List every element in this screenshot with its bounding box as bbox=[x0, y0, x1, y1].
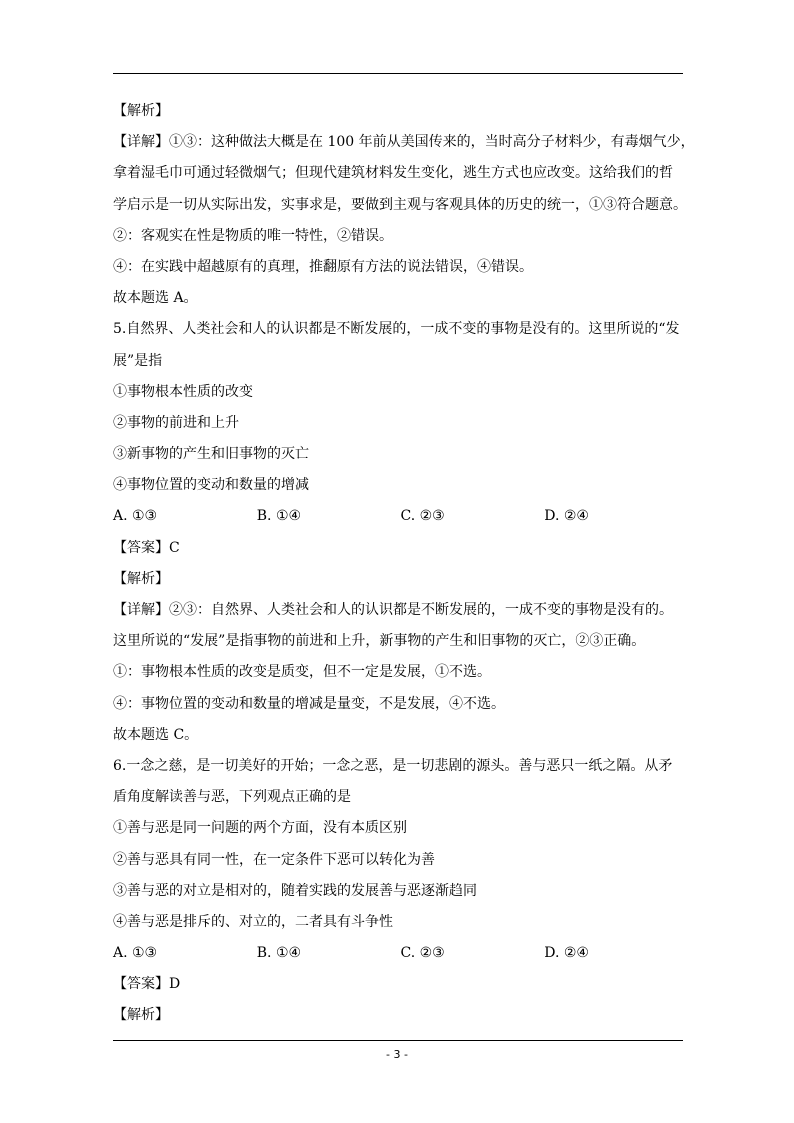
header-rule bbox=[113, 73, 683, 74]
detail-line: 【详解】②③：自然界、人类社会和人的认识都是不断发展的，一成不变的事物是没有的。 bbox=[113, 602, 673, 618]
detail-line: 拿着湿毛巾可通过轻微烟气；但现代建筑材料发生变化，逃生方式也应改变。这给我们的哲 bbox=[113, 165, 673, 182]
option-a: A. ①③ bbox=[113, 508, 158, 525]
question-5-item: ①事物根本性质的改变 bbox=[113, 383, 253, 400]
question-6-item: ④善与恶是排斥的、对立的，二者具有斗争性 bbox=[113, 913, 393, 930]
document-body bbox=[113, 96, 695, 1032]
point-1: ①：事物根本性质的改变是质变，但不一定是发展，①不选。 bbox=[113, 664, 491, 681]
question-5-answer: 【答案】C bbox=[113, 539, 180, 556]
option-d: D. ②④ bbox=[544, 945, 589, 962]
point-2: ②：客观实在性是物质的唯一特性，②错误。 bbox=[113, 227, 393, 244]
conclusion: 故本题选 A。 bbox=[113, 290, 198, 307]
conclusion: 故本题选 C。 bbox=[113, 726, 199, 743]
option-c: C. ②③ bbox=[400, 508, 445, 525]
point-4: ④：事物位置的变动和数量的增减是量变，不是发展，④不选。 bbox=[113, 695, 505, 712]
option-b: B. ①④ bbox=[256, 508, 302, 525]
question-5-item: ②事物的前进和上升 bbox=[113, 414, 239, 431]
analysis-label: 【解析】 bbox=[113, 570, 169, 587]
option-d: D. ②④ bbox=[544, 508, 589, 525]
question-6-item: ②善与恶具有同一性，在一定条件下恶可以转化为善 bbox=[113, 851, 435, 868]
question-6-options bbox=[113, 938, 688, 969]
question-6-answer: 【答案】D bbox=[113, 976, 181, 993]
detail-line: 这里所说的“发展”是指事物的前进和上升，新事物的产生和旧事物的灭亡，②③正确。 bbox=[113, 633, 646, 650]
question-6-stem: 盾角度解读善与恶，下列观点正确的是 bbox=[113, 789, 351, 806]
page-number: - 3 - bbox=[386, 1048, 408, 1061]
question-6-item: ①善与恶是同一问题的两个方面，没有本质区别 bbox=[113, 820, 407, 837]
analysis-label: 【解析】 bbox=[113, 103, 169, 119]
footer-rule bbox=[113, 1040, 683, 1041]
question-5-options bbox=[113, 501, 688, 532]
analysis-label: 【解析】 bbox=[113, 1007, 169, 1024]
question-5-item: ④事物位置的变动和数量的增减 bbox=[113, 477, 309, 494]
detail-line: 学启示是一切从实际出发，实事求是，要做到主观与客观具体的历史的统一，①③符合题意。 bbox=[113, 196, 687, 213]
option-b: B. ①④ bbox=[256, 945, 302, 962]
question-5-stem: 展”是指 bbox=[113, 352, 163, 369]
question-5-item: ③新事物的产生和旧事物的灭亡 bbox=[113, 446, 309, 463]
option-c: C. ②③ bbox=[400, 945, 445, 962]
question-6-item: ③善与恶的对立是相对的，随着实践的发展善与恶逐渐趋同 bbox=[113, 882, 477, 899]
question-5-stem: 5.自然界、人类社会和人的认识都是不断发展的，一成不变的事物是没有的。这里所说的“发 bbox=[113, 321, 680, 338]
question-6-stem: 6.一念之慈，是一切美好的开始；一念之恶，是一切悲剧的源头。善与恶只一纸之隔。从矛 bbox=[113, 757, 673, 774]
option-a: A. ①③ bbox=[113, 945, 158, 962]
detail-line: 【详解】①③：这种做法大概是在 100 年前从美国传来的，当时高分子材料少，有毒烟气少， bbox=[113, 134, 695, 151]
point-4: ④：在实践中超越原有的真理，推翻原有方法的说法错误，④错误。 bbox=[113, 258, 533, 275]
